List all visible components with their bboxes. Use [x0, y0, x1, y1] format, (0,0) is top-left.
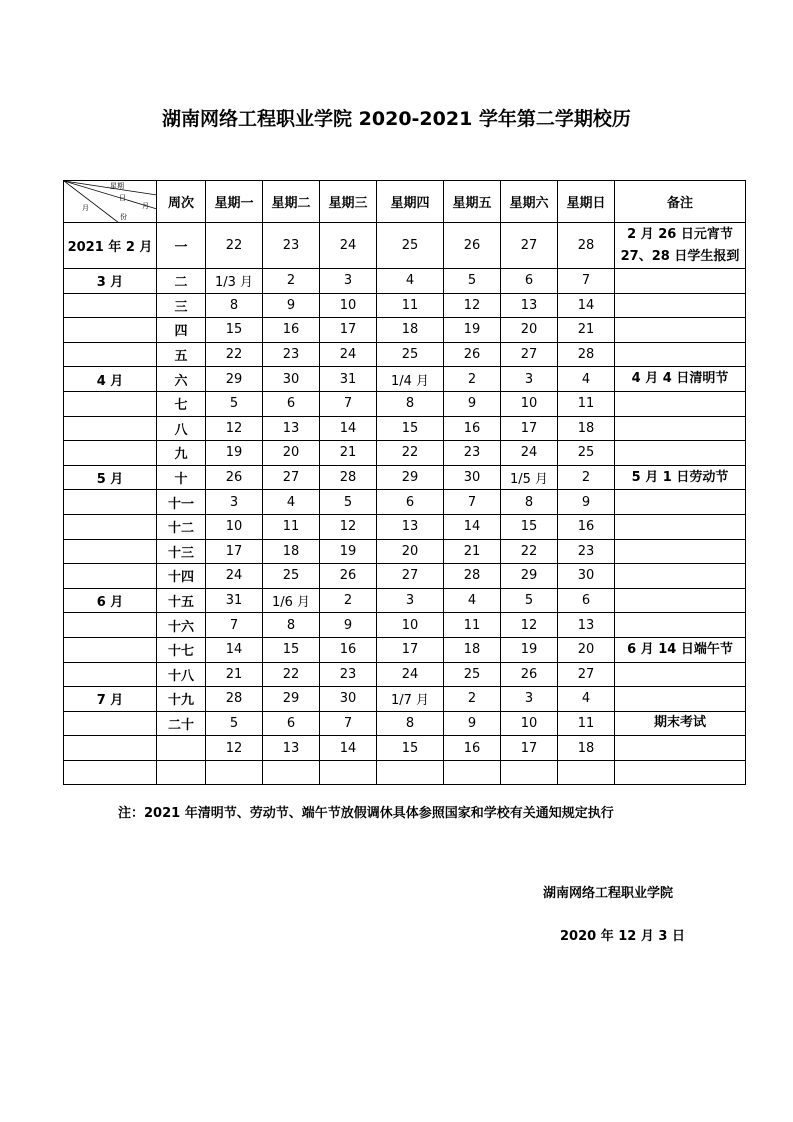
day-cell: 10	[501, 711, 558, 736]
day-cell: 5	[444, 269, 501, 294]
day-cell	[206, 760, 263, 785]
day-cell: 15	[501, 514, 558, 539]
day-cell: 29	[501, 564, 558, 589]
day-cell: 15	[263, 637, 320, 662]
day-cell: 21	[558, 318, 615, 343]
week-number-cell: 八	[157, 416, 206, 441]
day-cell: 13	[377, 514, 444, 539]
remark-cell	[615, 367, 746, 392]
day-cell: 2	[444, 367, 501, 392]
week-number-cell: 十二	[157, 514, 206, 539]
day-cell: 6	[501, 269, 558, 294]
week-row	[64, 318, 746, 343]
day-cell: 2	[263, 269, 320, 294]
week-number-cell: 一	[157, 223, 206, 269]
day-cell: 7	[320, 711, 377, 736]
day-cell: 27	[377, 564, 444, 589]
remark-cell	[615, 760, 746, 785]
day-cell: 25	[377, 223, 444, 269]
day-cell: 27	[558, 662, 615, 687]
day-cell: 3	[320, 269, 377, 294]
day-cell: 9	[263, 293, 320, 318]
day-cell: 4	[377, 269, 444, 294]
remark-cell	[615, 539, 746, 564]
calendar-body	[64, 223, 746, 785]
corner-label-yue-left: 月	[82, 204, 89, 212]
day-cell: 29	[263, 687, 320, 712]
week-row	[64, 662, 746, 687]
day-cell: 16	[444, 416, 501, 441]
remark-cell	[615, 465, 746, 490]
day-cell: 20	[377, 539, 444, 564]
week-number-cell: 四	[157, 318, 206, 343]
week-row	[64, 490, 746, 515]
diagonal-corner-cell	[64, 181, 157, 223]
day-cell: 9	[320, 613, 377, 638]
day-cell: 30	[263, 367, 320, 392]
day-cell: 1/7 月	[377, 687, 444, 712]
day-cell: 1/5 月	[501, 465, 558, 490]
day-cell: 29	[206, 367, 263, 392]
day-cell: 11	[377, 293, 444, 318]
day-cell: 13	[501, 293, 558, 318]
remark-cell	[615, 441, 746, 466]
day-cell: 6	[263, 711, 320, 736]
day-cell: 27	[501, 223, 558, 269]
remark-cell	[615, 613, 746, 638]
day-cell: 12	[320, 514, 377, 539]
day-cell: 7	[206, 613, 263, 638]
month-cell	[64, 564, 157, 589]
day-cell: 10	[501, 391, 558, 416]
header-day: 星期一	[206, 181, 263, 223]
day-cell: 23	[263, 342, 320, 367]
remark-cell	[615, 293, 746, 318]
day-cell: 11	[558, 711, 615, 736]
day-cell: 14	[558, 293, 615, 318]
day-cell: 24	[377, 662, 444, 687]
day-cell: 6	[377, 490, 444, 515]
issue-date: 2020 年 12 月 3 日	[560, 929, 685, 944]
week-row	[64, 711, 746, 736]
day-cell: 13	[558, 613, 615, 638]
day-cell: 18	[377, 318, 444, 343]
day-cell: 22	[377, 441, 444, 466]
week-row	[64, 441, 746, 466]
day-cell: 23	[263, 223, 320, 269]
day-cell: 24	[320, 223, 377, 269]
day-cell: 9	[558, 490, 615, 515]
day-cell: 8	[377, 391, 444, 416]
day-cell: 25	[558, 441, 615, 466]
day-cell: 11	[558, 391, 615, 416]
month-cell	[64, 490, 157, 515]
month-cell: 7 月	[64, 687, 157, 712]
week-number-cell: 十三	[157, 539, 206, 564]
day-cell: 21	[206, 662, 263, 687]
day-cell: 14	[320, 736, 377, 761]
day-cell: 11	[263, 514, 320, 539]
day-cell: 28	[444, 564, 501, 589]
month-cell	[64, 736, 157, 761]
header-row	[64, 181, 746, 223]
day-cell: 23	[444, 441, 501, 466]
month-cell	[64, 441, 157, 466]
day-cell: 18	[558, 416, 615, 441]
day-cell: 22	[206, 342, 263, 367]
day-cell: 13	[263, 736, 320, 761]
day-cell: 24	[206, 564, 263, 589]
day-cell	[320, 760, 377, 785]
day-cell: 8	[206, 293, 263, 318]
remark-cell	[615, 318, 746, 343]
day-cell: 18	[263, 539, 320, 564]
day-cell: 21	[320, 441, 377, 466]
day-cell: 10	[206, 514, 263, 539]
day-cell: 6	[558, 588, 615, 613]
month-cell	[64, 637, 157, 662]
day-cell: 29	[377, 465, 444, 490]
day-cell: 26	[444, 223, 501, 269]
day-cell: 22	[206, 223, 263, 269]
week-number-cell: 六	[157, 367, 206, 392]
footnote: 注：2021 年清明节、劳动节、端午节放假调休具体参照国家和学校有关通知规定执行	[118, 806, 614, 821]
week-number-cell: 十八	[157, 662, 206, 687]
month-cell	[64, 539, 157, 564]
day-cell: 21	[444, 539, 501, 564]
remark-line: 6 月 14 日端午节	[627, 641, 733, 657]
day-cell: 16	[444, 736, 501, 761]
day-cell: 17	[206, 539, 263, 564]
day-cell: 3	[206, 490, 263, 515]
week-row	[64, 760, 746, 785]
week-number-cell: 五	[157, 342, 206, 367]
day-cell: 9	[444, 711, 501, 736]
day-cell: 3	[377, 588, 444, 613]
corner-label-ri: 日	[119, 194, 126, 202]
month-cell: 4 月	[64, 367, 157, 392]
day-cell: 2	[444, 687, 501, 712]
remark-line: 27、28 日学生报到	[620, 248, 740, 264]
day-cell: 17	[320, 318, 377, 343]
day-cell: 18	[444, 637, 501, 662]
day-cell: 11	[444, 613, 501, 638]
week-number-cell: 九	[157, 441, 206, 466]
issuer-name: 湖南网络工程职业学院	[543, 886, 674, 901]
day-cell: 4	[444, 588, 501, 613]
day-cell: 26	[444, 342, 501, 367]
week-row	[64, 613, 746, 638]
day-cell: 20	[501, 318, 558, 343]
month-cell	[64, 342, 157, 367]
week-number-cell: 十五	[157, 588, 206, 613]
day-cell	[444, 760, 501, 785]
day-cell: 4	[558, 367, 615, 392]
day-cell: 27	[263, 465, 320, 490]
month-cell: 2021 年 2 月	[64, 223, 157, 269]
header-day: 星期五	[444, 181, 501, 223]
remark-cell	[615, 342, 746, 367]
week-number-cell: 十	[157, 465, 206, 490]
month-cell	[64, 416, 157, 441]
week-number-cell	[157, 760, 206, 785]
day-cell: 28	[206, 687, 263, 712]
header-day: 星期二	[263, 181, 320, 223]
day-cell: 28	[558, 223, 615, 269]
header-day: 星期三	[320, 181, 377, 223]
corner-label-xingqi: 星期	[110, 182, 124, 190]
day-cell: 12	[501, 613, 558, 638]
week-number-cell: 二十	[157, 711, 206, 736]
week-row	[64, 391, 746, 416]
day-cell: 10	[377, 613, 444, 638]
day-cell: 25	[263, 564, 320, 589]
header-day: 星期四	[377, 181, 444, 223]
week-number-cell: 三	[157, 293, 206, 318]
day-cell: 7	[320, 391, 377, 416]
day-cell	[377, 760, 444, 785]
day-cell: 2	[320, 588, 377, 613]
remark-line: 4 月 4 日清明节	[631, 371, 729, 387]
header-day: 星期六	[501, 181, 558, 223]
remark-cell	[615, 416, 746, 441]
remark-line: 5 月 1 日劳动节	[631, 469, 729, 485]
day-cell: 1/4 月	[377, 367, 444, 392]
day-cell: 4	[558, 687, 615, 712]
week-row	[64, 223, 746, 269]
day-cell: 10	[320, 293, 377, 318]
month-cell: 6 月	[64, 588, 157, 613]
day-cell: 23	[558, 539, 615, 564]
day-cell: 5	[206, 711, 263, 736]
day-cell: 23	[320, 662, 377, 687]
day-cell: 30	[558, 564, 615, 589]
day-cell: 13	[263, 416, 320, 441]
week-row	[64, 637, 746, 662]
week-number-cell: 十一	[157, 490, 206, 515]
month-cell	[64, 613, 157, 638]
day-cell: 17	[501, 736, 558, 761]
day-cell: 18	[558, 736, 615, 761]
week-row	[64, 736, 746, 761]
day-cell: 31	[206, 588, 263, 613]
month-cell	[64, 514, 157, 539]
week-row	[64, 293, 746, 318]
day-cell: 8	[377, 711, 444, 736]
day-cell: 7	[558, 269, 615, 294]
remark-cell	[615, 391, 746, 416]
day-cell	[263, 760, 320, 785]
week-number-cell: 十九	[157, 687, 206, 712]
day-cell: 8	[263, 613, 320, 638]
week-number-cell: 十六	[157, 613, 206, 638]
day-cell: 12	[206, 736, 263, 761]
week-row	[64, 367, 746, 392]
day-cell: 25	[444, 662, 501, 687]
header-remark: 备注	[615, 181, 746, 223]
week-number-cell: 十七	[157, 637, 206, 662]
month-cell	[64, 760, 157, 785]
week-row	[64, 342, 746, 367]
corner-label-fen: 份	[120, 213, 127, 221]
day-cell: 19	[320, 539, 377, 564]
week-number-cell	[157, 736, 206, 761]
month-cell	[64, 318, 157, 343]
day-cell: 14	[444, 514, 501, 539]
remark-cell	[615, 687, 746, 712]
remark-cell	[615, 711, 746, 736]
day-cell: 20	[558, 637, 615, 662]
day-cell: 7	[444, 490, 501, 515]
week-row	[64, 269, 746, 294]
day-cell: 16	[320, 637, 377, 662]
day-cell: 3	[501, 687, 558, 712]
day-cell: 28	[558, 342, 615, 367]
week-number-cell: 十四	[157, 564, 206, 589]
remark-line: 2 月 26 日元宵节	[627, 226, 733, 242]
day-cell: 14	[320, 416, 377, 441]
header-day: 星期日	[558, 181, 615, 223]
day-cell: 1/6 月	[263, 588, 320, 613]
day-cell: 8	[501, 490, 558, 515]
day-cell: 16	[558, 514, 615, 539]
day-cell: 4	[263, 490, 320, 515]
day-cell: 22	[263, 662, 320, 687]
remark-cell	[615, 223, 746, 269]
day-cell: 25	[377, 342, 444, 367]
month-cell: 3 月	[64, 269, 157, 294]
page-title: 湖南网络工程职业学院 2020-2021 学年第二学期校历	[162, 108, 631, 130]
day-cell: 26	[320, 564, 377, 589]
day-cell: 19	[501, 637, 558, 662]
day-cell: 5	[501, 588, 558, 613]
day-cell: 26	[501, 662, 558, 687]
day-cell: 15	[377, 416, 444, 441]
week-row	[64, 687, 746, 712]
day-cell: 22	[501, 539, 558, 564]
day-cell: 30	[444, 465, 501, 490]
day-cell: 1/3 月	[206, 269, 263, 294]
remark-cell	[615, 588, 746, 613]
month-cell	[64, 293, 157, 318]
week-number-cell: 七	[157, 391, 206, 416]
remark-cell	[615, 269, 746, 294]
day-cell: 14	[206, 637, 263, 662]
day-cell: 27	[501, 342, 558, 367]
day-cell: 28	[320, 465, 377, 490]
day-cell: 5	[206, 391, 263, 416]
day-cell: 24	[501, 441, 558, 466]
day-cell	[501, 760, 558, 785]
month-cell	[64, 391, 157, 416]
day-cell: 5	[320, 490, 377, 515]
day-cell: 30	[320, 687, 377, 712]
day-cell: 2	[558, 465, 615, 490]
month-cell: 5 月	[64, 465, 157, 490]
day-cell: 19	[444, 318, 501, 343]
week-row	[64, 588, 746, 613]
day-cell: 17	[501, 416, 558, 441]
day-cell: 12	[444, 293, 501, 318]
day-cell: 16	[263, 318, 320, 343]
week-number-cell: 二	[157, 269, 206, 294]
day-cell: 19	[206, 441, 263, 466]
day-cell: 3	[501, 367, 558, 392]
header-week: 周次	[157, 181, 206, 223]
day-cell: 12	[206, 416, 263, 441]
month-cell	[64, 662, 157, 687]
day-cell: 31	[320, 367, 377, 392]
remark-cell	[615, 662, 746, 687]
day-cell: 9	[444, 391, 501, 416]
week-row	[64, 564, 746, 589]
remark-line: 期末考试	[653, 715, 706, 731]
day-cell: 20	[263, 441, 320, 466]
week-row	[64, 416, 746, 441]
month-cell	[64, 711, 157, 736]
calendar-table	[63, 180, 746, 785]
remark-cell	[615, 637, 746, 662]
remark-cell	[615, 736, 746, 761]
day-cell: 15	[206, 318, 263, 343]
week-row	[64, 539, 746, 564]
week-row	[64, 514, 746, 539]
day-cell	[558, 760, 615, 785]
day-cell: 24	[320, 342, 377, 367]
day-cell: 15	[377, 736, 444, 761]
remark-cell	[615, 564, 746, 589]
day-cell: 26	[206, 465, 263, 490]
week-row	[64, 465, 746, 490]
day-cell: 17	[377, 637, 444, 662]
remark-cell	[615, 514, 746, 539]
corner-label-yue-right: 月	[142, 202, 149, 210]
day-cell: 6	[263, 391, 320, 416]
remark-cell	[615, 490, 746, 515]
